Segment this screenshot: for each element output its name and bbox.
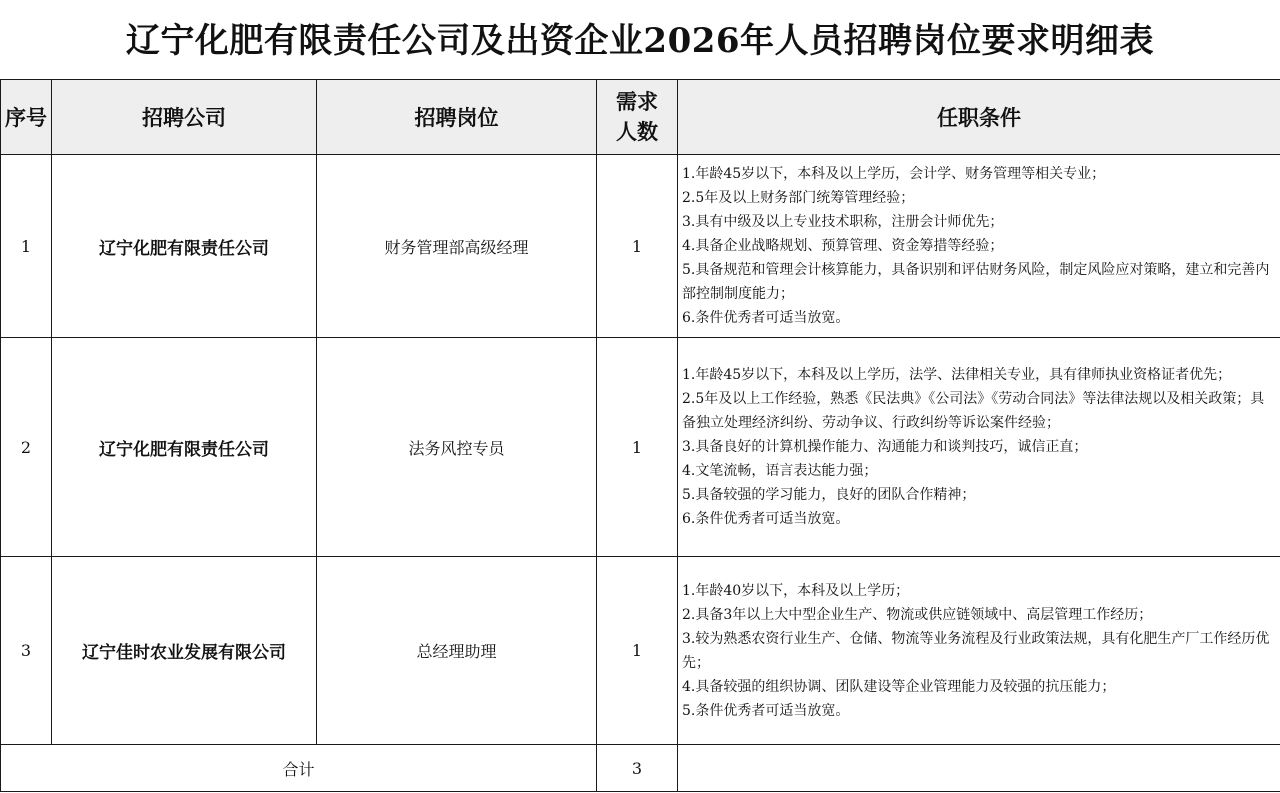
requirement-item: 2.5年及以上工作经验，熟悉《民法典》《公司法》《劳动合同法》等法律法规以及相关政策；具备独立处理经济纠纷、劳动争议、行政纠纷等诉讼案件经验； — [682, 391, 1265, 431]
table-row — [1, 155, 1280, 338]
row-requirements — [678, 338, 1280, 557]
requirement-item: 2.5年及以上财务部门统筹管理经验； — [682, 190, 915, 206]
row-position: 财务管理部高级经理 — [317, 155, 597, 338]
requirement-item: 5.具备规范和管理会计核算能力，具备识别和评估财务风险，制定风险应对策略，建立和完善内部控制制度能力； — [682, 262, 1270, 302]
header-count — [597, 80, 678, 155]
requirement-item: 1.年龄45岁以下，本科及以上学历，会计学、财务管理等相关专业； — [682, 166, 1106, 182]
header-seq: 序号 — [1, 80, 52, 155]
header-count-line2: 人数 — [616, 119, 658, 144]
row-requirements — [678, 557, 1280, 745]
requirement-item: 4.具备较强的组织协调、团队建设等企业管理能力及较强的抗压能力； — [682, 678, 1116, 695]
requirement-item: 3.较为熟悉农资行业生产、仓储、物流等业务流程及行业政策法规，具有化肥生产厂工作经历优先； — [682, 630, 1270, 671]
row-count: 1 — [597, 557, 678, 745]
requirement-item: 5.具备较强的学习能力，良好的团队合作精神； — [682, 487, 976, 503]
requirement-item: 3.具备良好的计算机操作能力、沟通能力和谈判技巧，诚信正直； — [682, 439, 1088, 455]
recruitment-table — [0, 79, 1280, 792]
row-company: 辽宁佳时农业发展有限公司 — [52, 557, 317, 745]
row-count: 1 — [597, 155, 678, 338]
total-count: 3 — [597, 745, 678, 792]
requirement-item: 3.具有中级及以上专业技术职称，注册会计师优先； — [682, 214, 1004, 230]
total-label: 合计 — [1, 745, 597, 792]
requirement-item: 4.具备企业战略规划、预算管理、资金筹措等经验； — [682, 238, 1004, 254]
requirement-item: 6.条件优秀者可适当放宽。 — [682, 511, 850, 527]
row-count: 1 — [597, 338, 678, 557]
total-row — [1, 745, 1280, 792]
row-seq: 2 — [1, 338, 52, 557]
header-company: 招聘公司 — [52, 80, 317, 155]
header-requirements: 任职条件 — [678, 80, 1280, 155]
header-position: 招聘岗位 — [317, 80, 597, 155]
requirement-item: 1.年龄40岁以下，本科及以上学历； — [682, 582, 910, 599]
requirement-item: 4.文笔流畅，语言表达能力强； — [682, 463, 878, 479]
requirement-item: 2.具备3年以上大中型企业生产、物流或供应链领域中、高层管理工作经历； — [682, 606, 1153, 623]
row-company: 辽宁化肥有限责任公司 — [52, 155, 317, 338]
row-position: 总经理助理 — [317, 557, 597, 745]
page-title: 辽宁化肥有限责任公司及出资企业2026年人员招聘岗位要求明细表 — [125, 21, 1155, 61]
requirement-item: 1.年龄45岁以下，本科及以上学历，法学、法律相关专业，具有律师执业资格证者优先； — [682, 367, 1232, 383]
row-company: 辽宁化肥有限责任公司 — [52, 338, 317, 557]
row-requirements — [678, 155, 1280, 338]
requirement-item: 6.条件优秀者可适当放宽。 — [682, 310, 850, 326]
row-seq: 1 — [1, 155, 52, 338]
row-seq: 3 — [1, 557, 52, 745]
header-count-line1: 需求 — [616, 89, 658, 114]
header-row — [1, 80, 1280, 155]
total-empty — [678, 745, 1280, 792]
table-row — [1, 338, 1280, 557]
table-row — [1, 557, 1280, 745]
requirement-item: 5.条件优秀者可适当放宽。 — [682, 702, 850, 719]
row-position: 法务风控专员 — [317, 338, 597, 557]
